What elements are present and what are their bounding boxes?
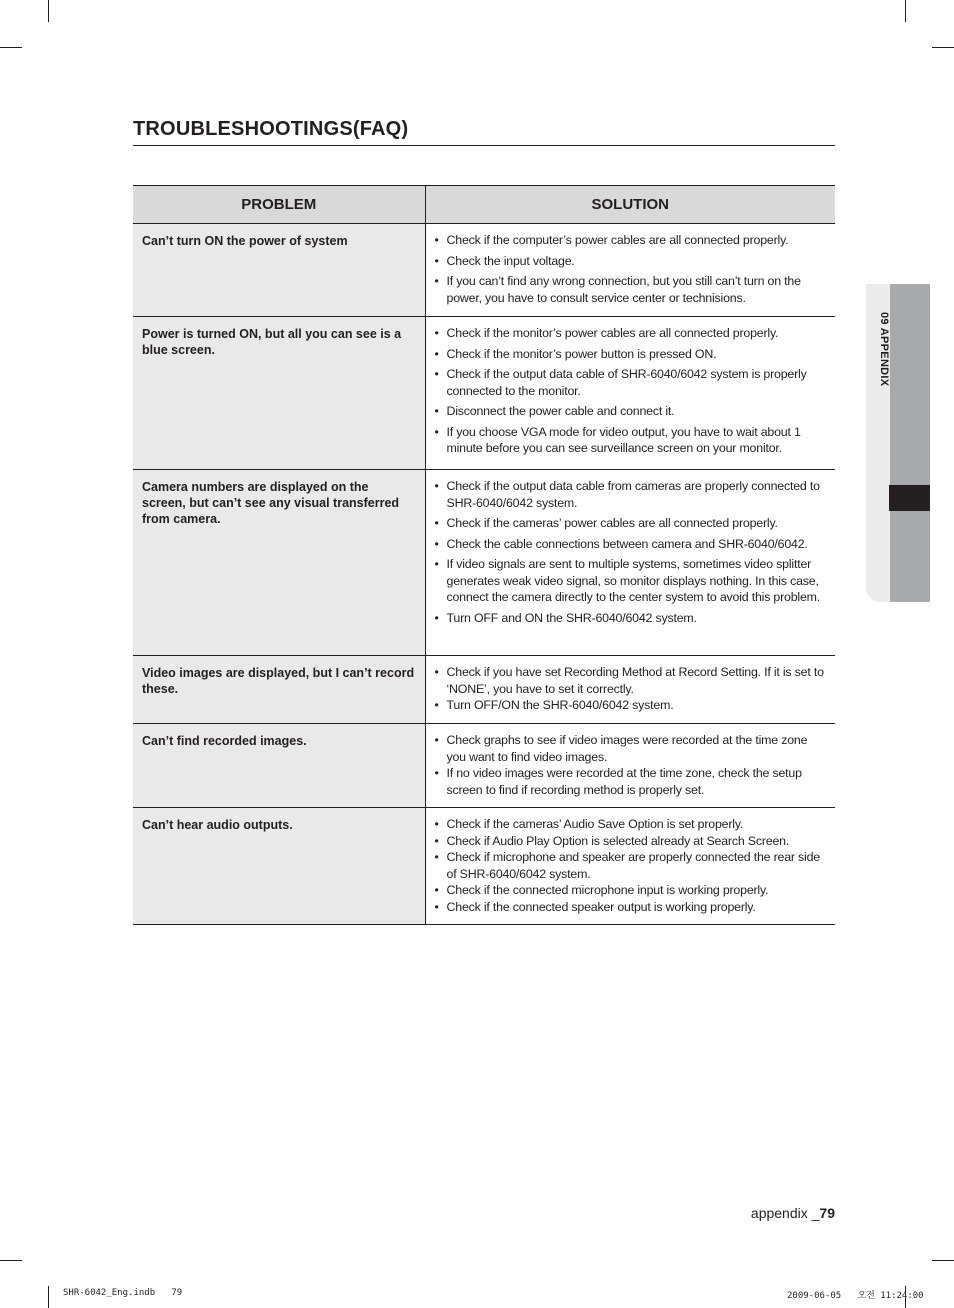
crop-mark: [905, 0, 906, 22]
crop-mark: [932, 1260, 954, 1261]
crop-mark: [48, 0, 49, 22]
crop-mark: [48, 1286, 49, 1308]
solution-item: • Check if the computer’s power cables are all connected properly.: [434, 233, 789, 247]
table-row: [133, 470, 835, 656]
solution-item: • Check if the monitor’s power button is pressed ON.: [434, 346, 717, 361]
solution-item: • Check if the monitor’s power cables are all connected properly.: [434, 326, 779, 340]
solution-item: • Check if Audio Play Option is selected already at Search Screen.: [434, 833, 790, 848]
crop-mark: [932, 47, 954, 48]
chapter-tab-label: 09 APPENDIX: [878, 312, 890, 387]
solution-item: • Check if the output data cable from cameras are properly connected to SHR-6040/6042 system.: [434, 479, 820, 510]
print-footer-right: 2009-06-05 오전 11:24:00: [787, 1291, 924, 1301]
chapter-tab-marker: [889, 485, 930, 511]
solution-item: • If video signals are sent to multiple systems, sometimes video splitter generates weak video signal, so monitor displays nothing. In this case, connect the camera directly to the center system to avoid this problem.: [434, 557, 821, 604]
table-header-row: [133, 186, 835, 224]
solution-item: • Check the cable connections between camera and SHR-6040/6042.: [434, 536, 808, 551]
solution-item: • Check if the cameras’ power cables are all connected properly.: [434, 516, 778, 530]
solution-item: • Check if the cameras’ Audio Save Option is set properly.: [434, 817, 744, 831]
solution-item: • Check if microphone and speaker are properly connected the rear side of SHR-6040/6042 system.: [434, 850, 820, 881]
print-footer-left: SHR-6042_Eng.indb 79: [63, 1288, 183, 1298]
table-row: [133, 724, 835, 808]
solution-item: • Turn OFF and ON the SHR-6040/6042 system.: [434, 610, 697, 625]
page-number: appendix _79: [750, 1205, 835, 1221]
solution-item: • If you choose VGA mode for video output, you have to wait about 1 minute before you can see surveillance screen on your monitor.: [434, 424, 801, 455]
solution-item: • Check graphs to see if video images were recorded at the time zone you want to find video images.: [434, 733, 808, 764]
faq-table: [133, 185, 835, 925]
problem-cell: Can’t turn ON the power of system: [133, 224, 425, 317]
solution-cell: [425, 656, 835, 724]
problem-cell: Can’t find recorded images.: [133, 724, 425, 808]
crop-mark: [0, 47, 22, 48]
solution-item: • If no video images were recorded at the time zone, check the setup screen to find if recording method is properly set.: [434, 766, 802, 797]
table-row: [133, 317, 835, 470]
header-problem: PROBLEM: [133, 186, 425, 224]
solution-cell: [425, 470, 835, 656]
problem-cell: Can’t hear audio outputs.: [133, 808, 425, 925]
problem-cell: Power is turned ON, but all you can see is a blue screen.: [133, 317, 425, 470]
solution-cell: [425, 317, 835, 470]
problem-cell: Video images are displayed, but I can’t record these.: [133, 656, 425, 724]
solution-cell: [425, 724, 835, 808]
solution-cell: [425, 224, 835, 317]
header-solution: SOLUTION: [425, 186, 835, 224]
solution-item: • Turn OFF/ON the SHR-6040/6042 system.: [434, 698, 674, 712]
solution-item: • Check if you have set Recording Method at Record Setting. If it is set to ‘NONE’, you have to set it correctly.: [434, 665, 824, 696]
table-row: [133, 656, 835, 724]
solution-item: • Disconnect the power cable and connect it.: [434, 404, 675, 418]
table-row: [133, 224, 835, 317]
chapter-tab-background: [889, 284, 930, 602]
solution-item: • Check if the output data cable of SHR-6040/6042 system is properly connected to the monitor.: [434, 367, 807, 398]
crop-mark: [0, 1260, 22, 1261]
page-title: TROUBLESHOOTINGS(FAQ): [133, 118, 409, 140]
title-divider: [133, 145, 835, 146]
solution-item: • Check if the connected microphone input is working properly.: [434, 883, 769, 897]
solution-cell: [425, 808, 835, 925]
solution-item: • Check the input voltage.: [434, 253, 575, 268]
table-row: [133, 808, 835, 925]
solution-item: • Check if the connected speaker output is working properly.: [434, 899, 756, 914]
problem-cell: Camera numbers are displayed on the screen, but can’t see any visual transferred from camera.: [133, 470, 425, 656]
solution-item: • If you can’t find any wrong connection, but you still can’t turn on the power, you have to consult service center or technisions.: [434, 274, 801, 305]
